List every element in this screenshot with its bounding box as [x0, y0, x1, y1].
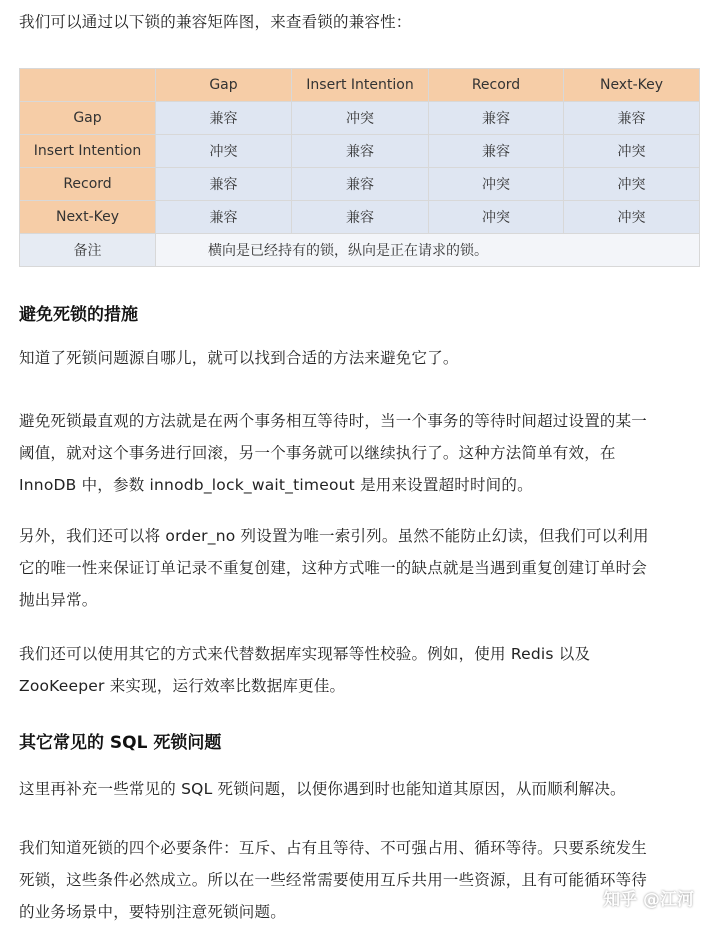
table-cell: 冲突 [564, 168, 700, 201]
paragraph [19, 342, 699, 374]
table-cell: 兼容 [156, 201, 292, 234]
text-line: 避免死锁最直观的方法就是在两个事务相互等待时，当一个事务的等待时间超过设置的某一 [19, 412, 648, 430]
row-header: Insert Intention [20, 135, 156, 168]
text-line: 死锁，这些条件必然成立。所以在一些经常需要使用互斥共用一些资源，且有可能循环等待 [19, 871, 648, 889]
text-line: 抛出异常。 [19, 591, 98, 609]
table-cell: 兼容 [156, 102, 292, 135]
zhihu-watermark: 知乎 @江河 [603, 890, 694, 910]
section-heading: 其它常见的 SQL 死锁问题 [19, 733, 222, 753]
paragraph [19, 773, 699, 805]
text-line: 这里再补充一些常见的 SQL 死锁问题，以便你遇到时也能知道其原因，从而顺利解决。 [19, 780, 626, 798]
column-header: Next-Key [564, 69, 700, 102]
section-heading: 避免死锁的措施 [19, 305, 138, 325]
paragraph [19, 638, 699, 702]
paragraph [19, 520, 699, 616]
text-line: 我们还可以使用其它的方式来代替数据库实现幂等性校验。例如，使用 Redis 以及 [19, 645, 591, 663]
text-line: 阈值，就对这个事务进行回滚，另一个事务就可以继续执行了。这种方法简单有效，在 [19, 444, 616, 462]
text-line: 的业务场景中，要特别注意死锁问题。 [19, 903, 286, 921]
table-header-row [20, 69, 700, 102]
table-cell: 兼容 [292, 168, 429, 201]
text-line: 知道了死锁问题源自哪儿，就可以找到合适的方法来避免它了。 [19, 349, 459, 367]
table-cell: 兼容 [429, 102, 564, 135]
table-row [20, 168, 700, 201]
table-row [20, 135, 700, 168]
lock-compatibility-table [19, 68, 700, 267]
table-row [20, 201, 700, 234]
table-cell: 冲突 [564, 201, 700, 234]
table-cell: 冲突 [564, 135, 700, 168]
table-cell: 兼容 [429, 135, 564, 168]
row-header: Next-Key [20, 201, 156, 234]
table-corner-cell [20, 69, 156, 102]
column-header: Insert Intention [292, 69, 429, 102]
column-header: Gap [156, 69, 292, 102]
column-header: Record [429, 69, 564, 102]
table-cell: 兼容 [292, 135, 429, 168]
table-cell: 冲突 [156, 135, 292, 168]
table-note-row [20, 234, 700, 267]
row-header: Gap [20, 102, 156, 135]
paragraph [19, 405, 699, 501]
table-cell: 兼容 [292, 201, 429, 234]
row-header: Record [20, 168, 156, 201]
text-line: InnoDB 中，参数 innodb_lock_wait_timeout 是用来设置超时时间的。 [19, 476, 533, 494]
note-text: 横向是已经持有的锁，纵向是正在请求的锁。 [156, 234, 700, 267]
table-cell: 冲突 [429, 201, 564, 234]
paragraph [19, 832, 699, 928]
text-line: ZooKeeper 来实现，运行效率比数据库更佳。 [19, 677, 346, 695]
table-cell: 兼容 [564, 102, 700, 135]
note-label: 备注 [20, 234, 156, 267]
intro-text: 我们可以通过以下锁的兼容矩阵图，来查看锁的兼容性： [19, 13, 412, 31]
table-row [20, 102, 700, 135]
table-cell: 冲突 [292, 102, 429, 135]
text-line: 另外，我们还可以将 order_no 列设置为唯一索引列。虽然不能防止幻读，但我们可以利用 [19, 527, 649, 545]
text-line: 我们知道死锁的四个必要条件：互斥、占有且等待、不可强占用、循环等待。只要系统发生 [19, 839, 648, 857]
table-cell: 冲突 [429, 168, 564, 201]
text-line: 它的唯一性来保证订单记录不重复创建，这种方式唯一的缺点就是当遇到重复创建订单时会 [19, 559, 648, 577]
table-cell: 兼容 [156, 168, 292, 201]
